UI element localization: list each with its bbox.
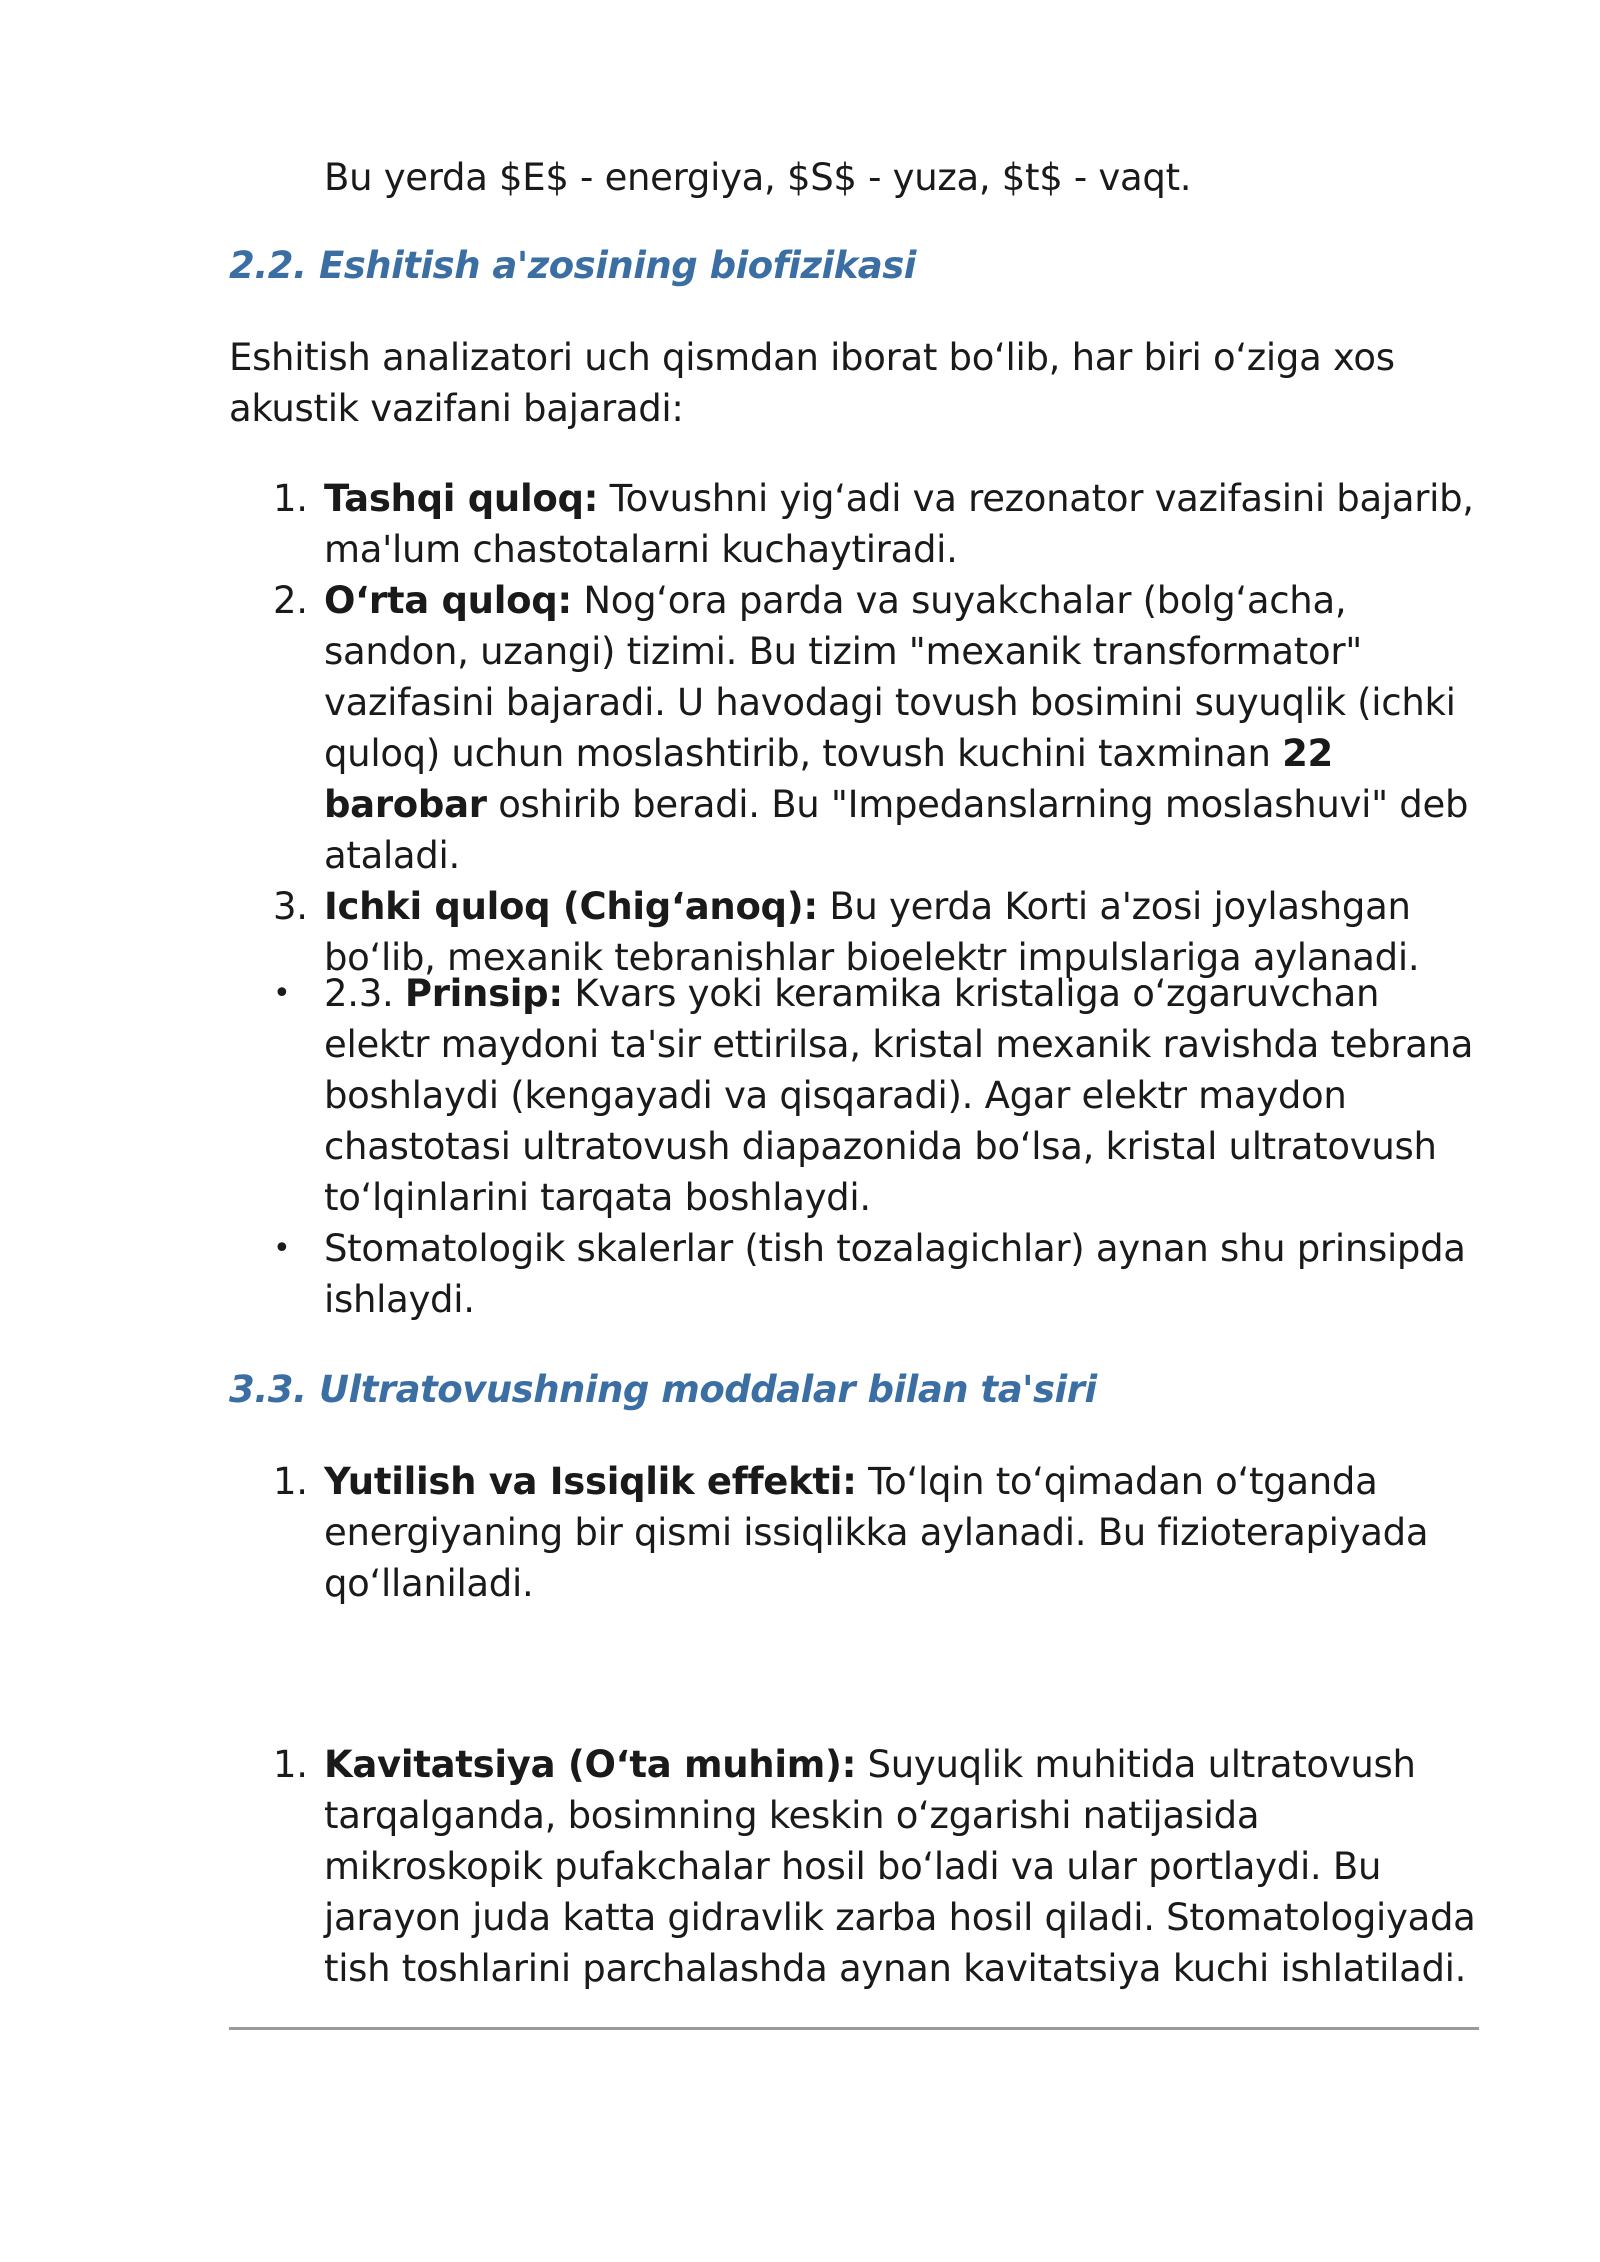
horizontal-rule (229, 2027, 1479, 2030)
principle-bullet-list (229, 968, 1484, 1325)
bullet-title: Prinsip: (404, 972, 563, 1015)
bullet-marker: • (273, 976, 291, 1011)
cavitation-list (229, 1739, 1484, 1994)
list-item-outer-ear (229, 473, 1484, 575)
bullet-text: Kvars yoki keramika kristaliga o‘zgaruvchan elektr maydoni ta'sir ettirilsa, kristal mexanik ravishda tebrana boshlaydi (kengayadi va qisqaradi). Agar elektr maydon chastotasi ultratovush diapazonida bo‘lsa, kristal ultratovush to‘lqinlarini tarqata boshlaydi. (324, 972, 1474, 1219)
item-emphasis: 22 barobar (324, 732, 1333, 826)
list-number: 2. (273, 579, 308, 622)
list-number: 1. (273, 1743, 308, 1786)
ear-parts-list (229, 473, 1484, 983)
intro-line: Bu yerda $E$ - energiya, $S$ - yuza, $t$ - vaqt. (324, 156, 1192, 199)
section-heading-3-3: 3.3. Ultratovushning moddalar bilan ta'siri (229, 1368, 1097, 1411)
item-title: Kavitatsiya (O‘ta muhim): (324, 1743, 857, 1786)
list-number: 1. (273, 477, 308, 520)
bullet-text: Stomatologik skalerlar (tish tozalagichlar) aynan shu prinsipda ishlaydi. (324, 1227, 1466, 1321)
item-title: Yutilish va Issiqlik effekti: (324, 1460, 857, 1503)
item-title: Tashqi quloq: (324, 477, 599, 520)
item-text: To‘lqin to‘qimadan o‘tganda energiyaning bir qismi issiqlikka aylanadi. Bu fizioterapiyada qo‘llaniladi. (324, 1460, 1429, 1605)
section-heading-2-2: 2.2. Eshitish a'zosining biofizikasi (229, 244, 916, 287)
item-title: Ichki quloq (Chig‘anoq): (324, 885, 818, 928)
list-item-middle-ear (229, 575, 1484, 881)
bullet-item-principle (229, 968, 1484, 1223)
item-text: Suyuqlik muhitida ultratovush tarqalganda, bosimning keskin o‘zgarishi natijasida mikroskopik pufakchalar hosil bo‘ladi va ular portlaydi. Bu jarayon juda katta gidravlik zarba hosil qiladi. Stomatologiyada tish toshlarini parchalashda aynan kavitatsiya kuchi ishlatiladi. (324, 1743, 1476, 1990)
section-2-2-intro: Eshitish analizatori uch qismdan iborat bo‘lib, har biri o‘ziga xos akustik vazifani bajaradi: (229, 336, 1395, 430)
absorption-list (229, 1456, 1484, 1609)
bullet-prefix: 2.3. (324, 972, 405, 1015)
item-title: O‘rta quloq: (324, 579, 572, 622)
bullet-item-scalers (229, 1223, 1484, 1325)
list-item-cavitation (229, 1739, 1484, 1994)
item-text-after: oshirib beradi. Bu "Impedanslarning moslashuvi" deb ataladi. (324, 783, 1469, 877)
bullet-marker: • (273, 1231, 291, 1266)
item-text: Bu yerda Korti a'zosi joylashgan bo‘lib, mexanik tebranishlar bioelektr impulslariga aylanadi. (324, 885, 1420, 979)
item-text: Tovushni yig‘adi va rezonator vazifasini bajarib, ma'lum chastotalarni kuchaytiradi. (324, 477, 1474, 571)
list-item-absorption (229, 1456, 1484, 1609)
item-text: Nog‘ora parda va suyakchalar (bolg‘acha, sandon, uzangi) tizimi. Bu tizim "mexanik transformator" vazifasini bajaradi. U havodagi tovush bosimini suyuqlik (ichki quloq) uchun moslashtirib, tovush kuchini taxminan (324, 579, 1456, 775)
list-number: 3. (273, 885, 308, 928)
list-number: 1. (273, 1460, 308, 1503)
